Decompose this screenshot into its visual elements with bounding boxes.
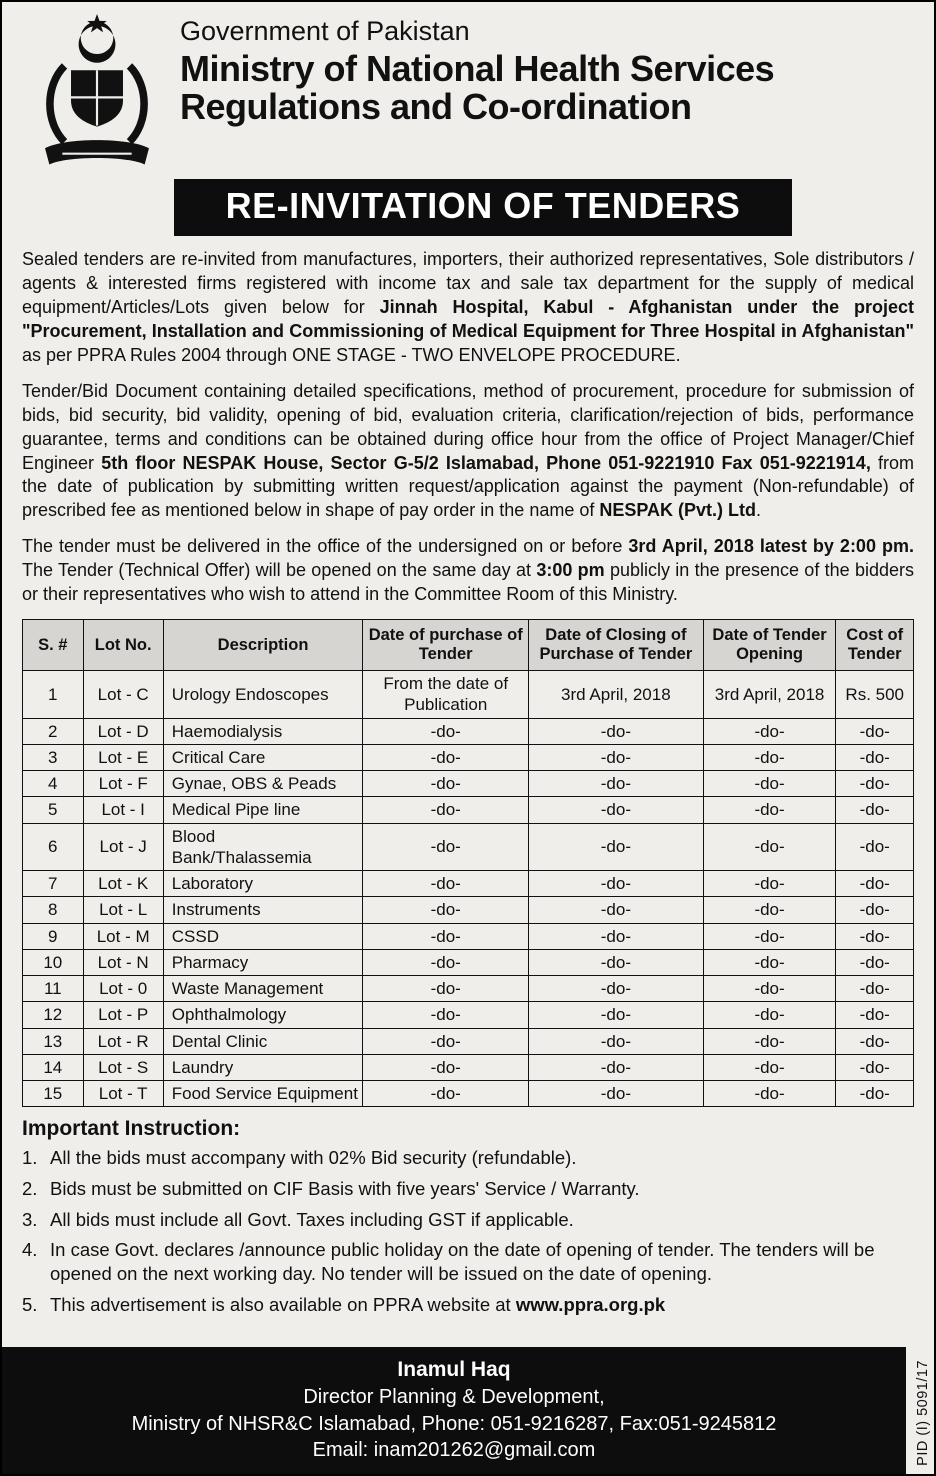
table-header	[23, 620, 914, 671]
table-cell: -do-	[363, 1002, 529, 1028]
header	[2, 2, 934, 171]
table-cell: Haemodialysis	[163, 718, 363, 744]
table-cell: -do-	[703, 1081, 836, 1107]
table-cell: -do-	[703, 771, 836, 797]
notice-body	[2, 248, 934, 1316]
table-cell: 14	[23, 1054, 84, 1080]
table-row	[23, 1054, 914, 1080]
table-cell: Lot - F	[83, 771, 163, 797]
table-cell: -do-	[529, 823, 704, 871]
table-cell: -do-	[363, 718, 529, 744]
table-cell: 1	[23, 671, 84, 719]
column-header-sn: S. #	[23, 620, 84, 671]
instruction-text	[50, 1293, 914, 1317]
table-cell: Pharmacy	[163, 949, 363, 975]
table-body	[23, 671, 914, 1107]
header-row	[23, 620, 914, 671]
table-cell: -do-	[703, 897, 836, 923]
table-cell: -do-	[836, 797, 914, 823]
table-cell: -do-	[703, 1054, 836, 1080]
table-cell: Lot - T	[83, 1081, 163, 1107]
table-cell: -do-	[529, 771, 704, 797]
table-cell: -do-	[363, 1081, 529, 1107]
table-cell: 3rd April, 2018	[529, 671, 704, 719]
instruction-number: 1.	[22, 1147, 38, 1169]
text: .	[756, 500, 762, 521]
table-cell: 9	[23, 923, 84, 949]
table-cell: 12	[23, 1002, 84, 1028]
table-cell: 7	[23, 871, 84, 897]
table-cell: -do-	[529, 949, 704, 975]
table-cell: 10	[23, 949, 84, 975]
table-cell: Lot - L	[83, 897, 163, 923]
table-cell: Instruments	[163, 897, 363, 923]
table-cell: 15	[23, 1081, 84, 1107]
tender-lots-table	[22, 619, 914, 1107]
wreath-right	[129, 66, 144, 142]
bold-text: NESPAK (Pvt.) Ltd	[599, 500, 757, 521]
table-cell: Lot - D	[83, 718, 163, 744]
table-cell: Lot - E	[83, 744, 163, 770]
table-cell: -do-	[363, 771, 529, 797]
text: All the bids must accompany with 02% Bid security (refundable).	[50, 1147, 577, 1169]
table-cell: -do-	[529, 923, 704, 949]
ministry-contact-line: Ministry of NHSR&C Islamabad, Phone: 051-9216287, Fax:051-9245812	[131, 1412, 777, 1435]
table-cell: Ophthalmology	[163, 1002, 363, 1028]
table-row	[23, 771, 914, 797]
table-row	[23, 1081, 914, 1107]
table-cell: -do-	[529, 897, 704, 923]
table-cell: -do-	[529, 1081, 704, 1107]
table-row	[23, 976, 914, 1002]
table-cell: -do-	[836, 1002, 914, 1028]
instruction-item	[22, 1146, 914, 1170]
table-row	[23, 744, 914, 770]
table-cell: -do-	[703, 718, 836, 744]
table-cell: CSSD	[163, 923, 363, 949]
ministry-line-2: Regulations and Co-ordination	[180, 86, 692, 128]
column-header-lot-no: Lot No.	[83, 620, 163, 671]
table-cell: -do-	[836, 1081, 914, 1107]
table-cell: 3rd April, 2018	[703, 671, 836, 719]
table-cell: -do-	[836, 718, 914, 744]
text: The tender must be delivered in the office of the undersigned on or before	[22, 536, 629, 557]
table-cell: Laboratory	[163, 871, 363, 897]
bold-text: 5th floor NESPAK House, Sector G-5/2 Islamabad, Phone 051-9221910 Fax 051-9221914,	[101, 452, 871, 473]
email-line: Email: inam201262@gmail.com	[312, 1439, 596, 1462]
table-cell: -do-	[529, 1028, 704, 1054]
table-cell: Lot - P	[83, 1002, 163, 1028]
table-cell: -do-	[529, 871, 704, 897]
table-cell: -do-	[363, 976, 529, 1002]
instructions-title: Important Instruction:	[22, 1117, 241, 1141]
table-cell: 13	[23, 1028, 84, 1054]
bold-text: 3rd April, 2018 latest by 2:00 pm.	[628, 536, 914, 557]
table-cell: 3	[23, 744, 84, 770]
table-cell: 11	[23, 976, 84, 1002]
instruction-number: 2.	[22, 1177, 38, 1199]
text: publicly in the presence of the bidders or their representatives who wish to attend in the Committee Room of this Ministry.	[22, 560, 914, 605]
instruction-item	[22, 1293, 914, 1317]
table-cell: Waste Management	[163, 976, 363, 1002]
bold-text: Jinnah Hospital, Kabul - Afghanistan under the project "Procurement, Installation and Commissioning of Medical Equipment for Three Hospital in Afghanistan"	[22, 296, 914, 341]
table-cell: -do-	[529, 744, 704, 770]
table-cell: -do-	[363, 897, 529, 923]
table-cell: Urology Endoscopes	[163, 671, 363, 719]
instruction-number: 4.	[22, 1239, 38, 1261]
table-cell: -do-	[363, 823, 529, 871]
text: as per PPRA Rules 2004 through ONE STAGE - TWO ENVELOPE PROCEDURE.	[22, 344, 681, 365]
table-cell: -do-	[836, 897, 914, 923]
instruction-item	[22, 1238, 914, 1285]
instruction-text	[50, 1146, 914, 1170]
column-header-opening-date: Date of Tender Opening	[703, 620, 836, 671]
table-cell: 8	[23, 897, 84, 923]
instruction-item	[22, 1208, 914, 1232]
table-cell: -do-	[363, 1028, 529, 1054]
instruction-text	[50, 1177, 914, 1201]
table-cell: -do-	[529, 1054, 704, 1080]
table-row	[23, 923, 914, 949]
text: This advertisement is also available on PPRA website at	[50, 1293, 516, 1315]
table-cell: -do-	[703, 871, 836, 897]
table-cell: -do-	[836, 871, 914, 897]
table-cell: -do-	[703, 744, 836, 770]
state-emblem-icon	[32, 14, 162, 171]
table-cell: -do-	[363, 797, 529, 823]
table-cell: -do-	[529, 718, 704, 744]
table-cell: 5	[23, 797, 84, 823]
signatory-name: Inamul Haq	[397, 1357, 511, 1381]
header-text	[162, 14, 774, 126]
bold-text: 3:00 pm	[536, 560, 605, 581]
table-cell: 2	[23, 718, 84, 744]
text: Bids must be submitted on CIF Basis with five years' Service / Warranty.	[50, 1177, 640, 1199]
table-row	[23, 797, 914, 823]
table-cell: -do-	[703, 976, 836, 1002]
table-cell: Lot - 0	[83, 976, 163, 1002]
table-cell: -do-	[529, 1002, 704, 1028]
pakistan-emblem	[32, 14, 162, 171]
instructions-list	[22, 1146, 914, 1316]
table-row	[23, 871, 914, 897]
footer-signature-block	[2, 1347, 906, 1474]
table-cell: -do-	[529, 976, 704, 1002]
table-cell: Lot - S	[83, 1054, 163, 1080]
table-cell: Critical Care	[163, 744, 363, 770]
bold-text: www.ppra.org.pk	[515, 1293, 666, 1315]
table-cell: Rs. 500	[836, 671, 914, 719]
table-cell: -do-	[703, 949, 836, 975]
table-cell: -do-	[836, 923, 914, 949]
table-cell: Lot - N	[83, 949, 163, 975]
table-cell: Medical Pipe line	[163, 797, 363, 823]
table-cell: -do-	[529, 797, 704, 823]
government-line: Government of Pakistan	[180, 16, 470, 46]
text: Sealed tenders are re-invited from manufactures, importers, their authorized representatives, Sole distributors / agents & interested firms registered with income tax and sale tax department for the supply of medical equipment/Articles/Lots given below for	[22, 249, 914, 317]
table-cell: Lot - K	[83, 871, 163, 897]
table-row	[23, 1028, 914, 1054]
instruction-text	[50, 1238, 914, 1285]
table-cell: 6	[23, 823, 84, 871]
signatory-title: Director Planning & Development,	[303, 1386, 605, 1409]
column-header-closing-date: Date of Closing of Purchase of Tender	[529, 620, 704, 671]
table-cell: Lot - R	[83, 1028, 163, 1054]
table-cell: -do-	[703, 823, 836, 871]
table-cell: Dental Clinic	[163, 1028, 363, 1054]
table-cell: -do-	[363, 871, 529, 897]
instructions-section	[22, 1117, 914, 1316]
instruction-number: 5.	[22, 1293, 38, 1315]
table-cell: -do-	[836, 976, 914, 1002]
table-cell: -do-	[363, 949, 529, 975]
text: Tender/Bid Document containing detailed specifications, method of procurement, procedure for submission of bids, bid security, bid validity, opening of bid, evaluation criteria, clarification/rejection of bids, performance guarantee, terms and conditions can be obtained during office hour from the office of Project Manager/Chief Engineer	[22, 380, 914, 473]
table-cell: -do-	[703, 797, 836, 823]
table-row	[23, 897, 914, 923]
table-cell: Blood Bank/Thalassemia	[163, 823, 363, 871]
table-row	[23, 671, 914, 719]
table-cell: Lot - J	[83, 823, 163, 871]
table-cell: -do-	[836, 744, 914, 770]
table-cell: Food Service Equipment	[163, 1081, 363, 1107]
text: In case Govt. declares /announce public holiday on the date of opening of tender. The tenders will be opened on the next working day. No tender will be issued on the date of opening.	[50, 1239, 875, 1284]
table-cell: -do-	[703, 1002, 836, 1028]
table-row	[23, 823, 914, 871]
table-cell: 4	[23, 771, 84, 797]
column-header-description: Description	[163, 620, 363, 671]
table-cell: Gynae, OBS & Peads	[163, 771, 363, 797]
table-cell: -do-	[836, 771, 914, 797]
table-row	[23, 718, 914, 744]
table-cell: -do-	[836, 1054, 914, 1080]
text: The Tender (Technical Offer) will be opened on the same day at	[22, 560, 537, 581]
pid-number: PID (I) 5091/17	[915, 1360, 931, 1466]
table-cell: Lot - M	[83, 923, 163, 949]
column-header-purchase-date: Date of purchase of Tender	[363, 620, 529, 671]
column-header-cost: Cost of Tender	[836, 620, 914, 671]
table-row	[23, 949, 914, 975]
wreath-left	[50, 66, 65, 142]
ministry-line-1: Ministry of National Health Services	[180, 48, 775, 89]
text: All bids must include all Govt. Taxes including GST if applicable.	[50, 1208, 574, 1230]
table-cell: From the date of Publication	[363, 671, 529, 719]
table-cell: Laundry	[163, 1054, 363, 1080]
paragraph-document-info	[22, 380, 914, 524]
table-cell: -do-	[836, 823, 914, 871]
table-cell: -do-	[703, 923, 836, 949]
instruction-text	[50, 1208, 914, 1232]
paragraph-delivery-deadline	[22, 535, 914, 607]
table-cell: -do-	[363, 923, 529, 949]
ribbon-banner	[45, 140, 149, 164]
table-cell: Lot - I	[83, 797, 163, 823]
text: from the date of publication by submitting written request/application against the payment (Non-refundable) of prescribed fee as mentioned below in shape of pay order in the name of	[22, 452, 914, 521]
table-row	[23, 1002, 914, 1028]
table-cell: Lot - C	[83, 671, 163, 719]
table-cell: -do-	[363, 744, 529, 770]
instruction-item	[22, 1177, 914, 1201]
paragraph-invitation	[22, 248, 914, 368]
table-cell: -do-	[836, 1028, 914, 1054]
instruction-number: 3.	[22, 1208, 38, 1230]
table-cell: -do-	[363, 1054, 529, 1080]
table-cell: -do-	[836, 949, 914, 975]
banner-title: RE-INVITATION OF TENDERS	[174, 179, 792, 236]
table-cell: -do-	[703, 1028, 836, 1054]
